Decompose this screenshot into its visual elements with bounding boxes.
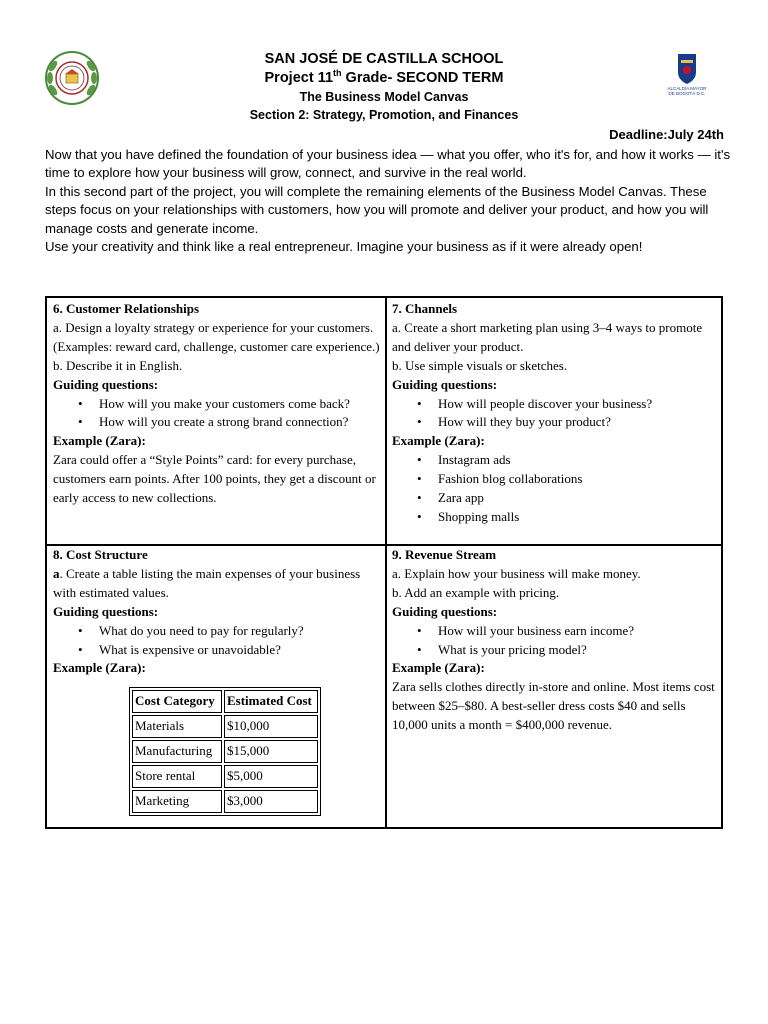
bogota-logo <box>662 52 712 98</box>
logo-text-line1: ALCALDÍA MAYOR <box>667 86 707 91</box>
canvas-title: The Business Model Canvas <box>299 90 469 104</box>
intro-text <box>45 146 735 256</box>
example-label: Example (Zara): <box>53 433 146 449</box>
list-item: • Zara app <box>438 489 718 508</box>
section-title: Section 2: Strategy, Promotion, and Finances <box>249 108 519 122</box>
list-item: • Instagram ads <box>438 451 718 470</box>
deadline: Deadline:July 24th <box>609 127 724 142</box>
list-item: • How will you make your customers come back? <box>99 395 381 414</box>
task-a: a. Create a short marketing plan using 3–4 ways to promote and deliver your product. <box>392 319 703 354</box>
list-item: • How will your business earn income? <box>438 622 718 641</box>
guiding-label: Guiding questions: <box>53 603 159 619</box>
grid-divider-vertical <box>385 298 387 827</box>
cell-title: 8. Cost Structure <box>53 547 148 562</box>
table-cell: $3,000 <box>224 790 318 813</box>
table-row <box>132 715 318 738</box>
customer-relationships-cell <box>53 300 381 508</box>
example-label: Example (Zara): <box>392 660 485 676</box>
table-cell: $10,000 <box>224 715 318 738</box>
cost-structure-cell <box>53 546 381 808</box>
table-cell: Materials <box>132 715 222 738</box>
cell-title: 9. Revenue Stream <box>392 547 497 562</box>
channels-cell <box>392 300 718 527</box>
example-text: Zara sells clothes directly in-store and online. Most items cost between $25–$80. A best-seller dress costs $40 and sells 10,000 units a month = $400,000 revenue. <box>392 679 715 733</box>
task-a: a. Explain how your business will make money. <box>392 565 641 581</box>
table-header: Estimated Cost <box>224 690 318 713</box>
project-title: Project 11th Grade- SECOND TERM <box>264 68 504 86</box>
cell-title: 6. Customer Relationships <box>53 301 200 316</box>
list-item: • How will you create a strong brand connection? <box>99 413 381 432</box>
guiding-label: Guiding questions: <box>392 376 498 392</box>
example-list <box>392 451 718 527</box>
table-cell: Store rental <box>132 765 222 788</box>
list-item: • What is your pricing model? <box>438 641 718 660</box>
task-b: b. Use simple visuals or sketches. <box>392 357 568 373</box>
cell-title: 7. Channels <box>392 301 458 316</box>
canvas-grid <box>45 296 723 829</box>
guiding-label: Guiding questions: <box>392 603 498 619</box>
list-item: • How will people discover your business? <box>438 395 718 414</box>
intro-paragraph-2: In this second part of the project, you will complete the remaining elements of the Business Model Canvas. These steps focus on your relationships with customers, how you will promote and deliver your product, and how you will manage costs and generate income. <box>45 183 709 236</box>
school-name: SAN JOSÉ DE CASTILLA SCHOOL <box>264 51 504 67</box>
guiding-list <box>392 395 718 433</box>
table-cell: Manufacturing <box>132 740 222 763</box>
list-item: • Fashion blog collaborations <box>438 470 718 489</box>
table-header: Cost Category <box>132 690 222 713</box>
list-item: • What do you need to pay for regularly? <box>99 622 381 641</box>
example-label: Example (Zara): <box>53 660 146 676</box>
guiding-list <box>53 622 381 660</box>
table-cell: $15,000 <box>224 740 318 763</box>
example-label: Example (Zara): <box>392 433 485 449</box>
table-row <box>132 740 318 763</box>
table-cell: Marketing <box>132 790 222 813</box>
task-b: b. Add an example with pricing. <box>392 584 560 600</box>
task-b: b. Describe it in English. <box>53 357 183 373</box>
list-item: • How will they buy your product? <box>438 413 718 432</box>
intro-paragraph-3: Use your creativity and think like a real entrepreneur. Imagine your business as if it were already open! <box>45 239 643 255</box>
guiding-label: Guiding questions: <box>53 376 159 392</box>
table-row <box>132 765 318 788</box>
guiding-list <box>53 395 381 433</box>
table-header-row <box>132 690 318 713</box>
list-item: • Shopping malls <box>438 508 718 527</box>
revenue-stream-cell <box>392 546 718 735</box>
list-item: • What is expensive or unavoidable? <box>99 641 381 660</box>
task-a: a. Design a loyalty strategy or experience for your customers. (Examples: reward card, challenge, customer care experience.) <box>53 319 380 354</box>
task-a: a. Create a table listing the main expenses of your business with estimated values. <box>53 565 361 600</box>
table-cell: $5,000 <box>224 765 318 788</box>
cost-table <box>129 687 321 816</box>
example-text: Zara could offer a “Style Points” card: for every purchase, customers earn points. After 100 points, they get a discount or early access to new collections. <box>53 452 376 506</box>
intro-paragraph-1: Now that you have defined the foundation of your business idea — what you offer, who it's for, and how it works — it's time to explore how your business will grow, connect, and survive in the real world. <box>45 147 731 181</box>
guiding-list <box>392 622 718 660</box>
table-row <box>132 790 318 813</box>
school-seal-logo <box>44 50 100 106</box>
logo-text-line2: DE BOGOTÁ D.C. <box>668 91 706 96</box>
